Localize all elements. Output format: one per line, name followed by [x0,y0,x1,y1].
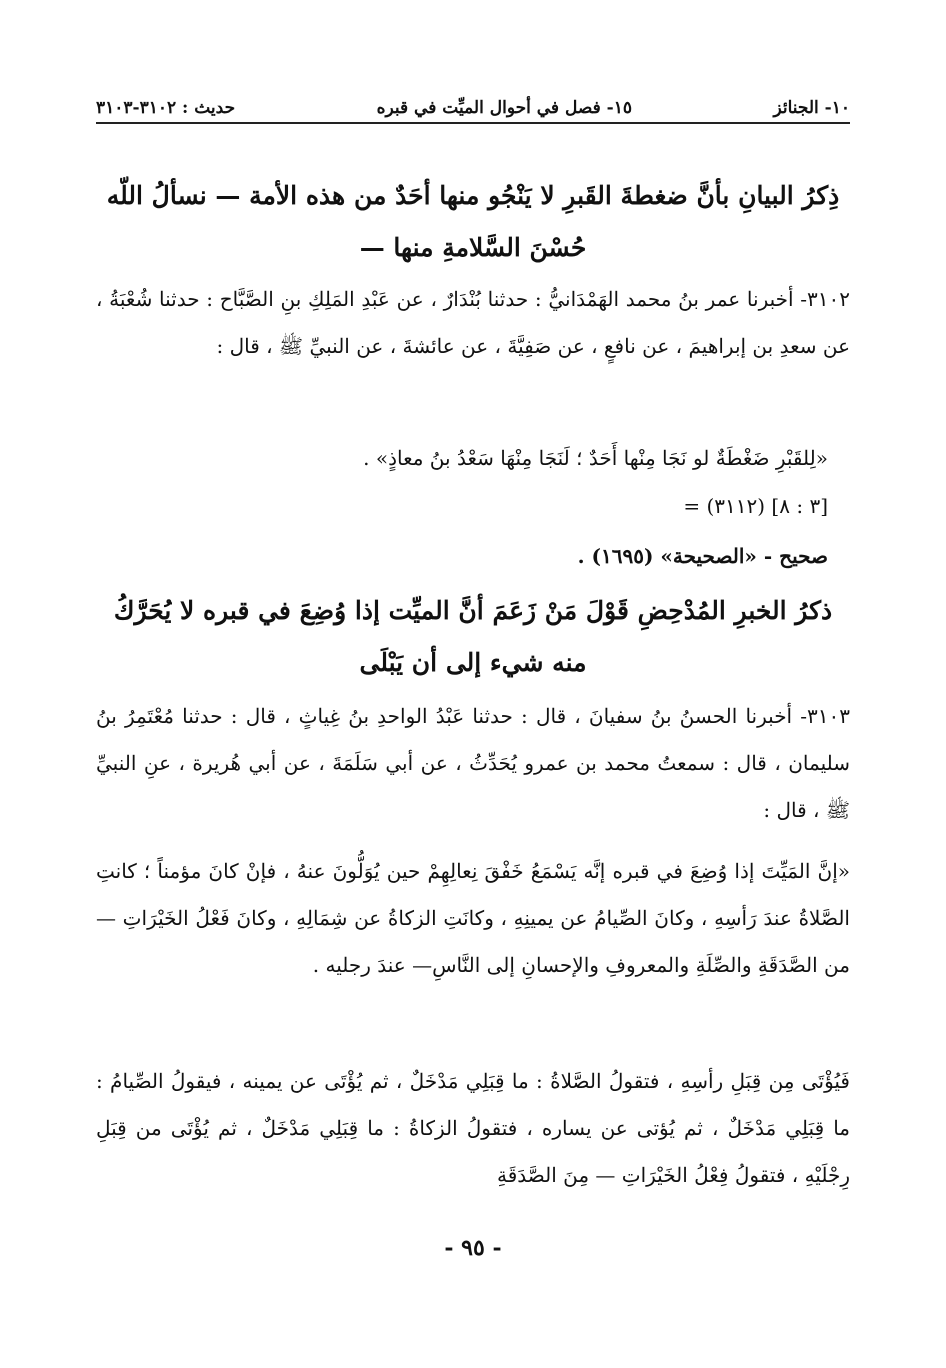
header-chapter: ١٥- فصل في أحوال الميِّت في قبره [376,98,632,118]
section-heading-2: ذكرُ الخبرِ المُدْحِضِ قَوْلَ مَنْ زَعَمَ أنَّ الميِّت إذا وُضِعَ في قبره لا يُحَرَّكُ منه شيء إلى أن يَبْلَى [113,596,833,677]
hadith-3103-matn-2: فَيُؤْتَى مِن قِبَلِ رأسِهِ ، فتقولُ الصَّلاةُ : ما قِبَلِي مَدْخَلٌ ، ثم يُؤْتَى عن يمينه ، فيقولُ الصِّيامُ : ما قِبَلِي مَدْخَلٌ ، ثم يُؤتى عن يساره ، فتقولُ الزكاةُ : ما قِبَلِي مَدْخَلٌ ، ثم يُؤْتَى من قِبَلِ رِجْلَيْهِ ، فتقولُ فِعْلُ الخَيْرَاتِ — مِنَ الصَّدَقَةِ [96,1069,851,1187]
running-header [96,86,850,124]
header-book: ١٠- الجنائز [773,98,850,118]
hadith-3102-isnad: ٣١٠٢- أخبرنا عمر بنُ محمد الهَمْدَانيُّ : حدثنا بُنْدَارٌ ، عن عَبْدِ المَلِكِ بنِ الصَّبَّاح : حدثنا شُعْبَةُ ، عن سعدِ بن إبراهيمَ ، عن نافعٍ ، عن صَفِيَّةَ ، عن عائشةَ ، عن النبيِّ ﷺ ، قال : [96,287,850,358]
page-number: - ٩٥ - [444,1235,502,1261]
hadith-3103-isnad: ٣١٠٣- أخبرنا الحسنُ بنُ سفيانَ ، قال : حدثنا عَبْدُ الواحدِ بنُ غِياثٍ ، قال : حدثنا مُعْتَمِرُ بنُ سليمان ، قال : سمعتُ محمد بن عمرو يُحَدِّثُ ، عن أبي سَلَمَةَ ، عن أبي هُريرة ، عنِ النبيِّ ﷺ ، قال : [96,704,850,822]
hadith-3102-matn: «لِلقَبْرِ ضَغْطَةٌ لو نَجَا مِنْها أَحَدٌ ؛ لَنَجَا مِنْهَا سَعْدُ بنُ معاذٍ» . [363,446,828,470]
hadith-3102-reference: = (٣١١٢) [٣ : ٨] [683,494,828,518]
header-hadith-range: حديث : ٣١٠٢-٣١٠٣ [96,98,236,118]
hadith-3103-matn-1: «إنَّ المَيِّتَ إذا وُضِعَ في قبره إنَّه يَسْمَعُ خَفْقَ نِعالِهِمْ حين يُوَلُّونَ عنهُ ، فإنْ كانَ مؤمناً ؛ كانتِ الصَّلاةُ عندَ رَأسِهِ ، وكانَ الصِّيامُ عن يمينِهِ ، وكانَتِ الزكاةُ عن شِمَالِهِ ، وكانَ فَعْلُ الخَيْرَاتِ — من الصَّدَقَةِ والصِّلَةِ والمعروفِ والإحسانِ إلى النَّاسِ— عندَ رجليه . [96,859,850,977]
section-heading-1: ذِكرُ البيانِ بأنَّ ضغطةَ القَبرِ لا يَنْجُو منها أحَدٌ من هذه الأمة — نسألُ اللّه حُسْنَ السَّلامةِ منها — [106,181,840,262]
hadith-3102-grading: صحيح - «الصحيحة» (١٦٩٥) . [577,544,828,568]
